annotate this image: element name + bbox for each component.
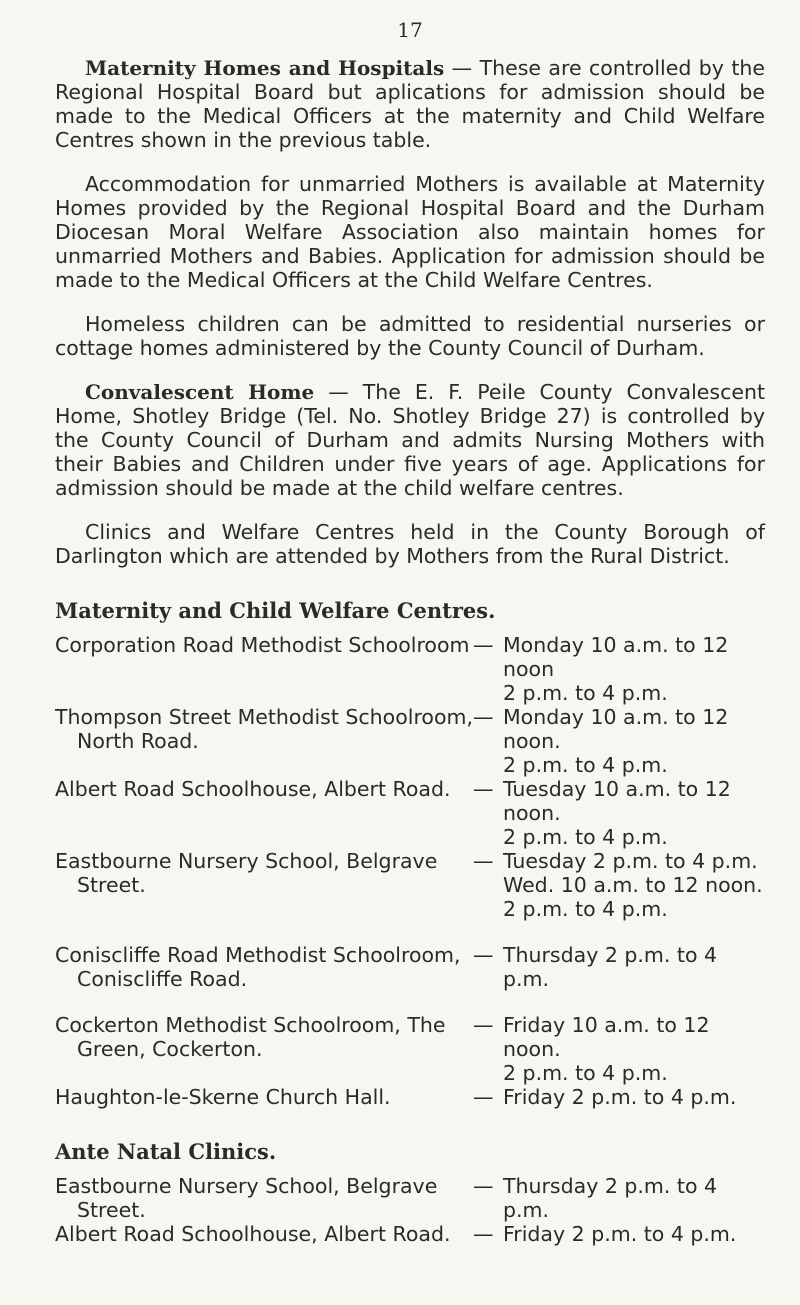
entry-time-line: Friday 2 p.m. to 4 p.m. (503, 1222, 737, 1246)
entry-times (503, 1174, 765, 1222)
entry-location: Corporation Road Methodist Schoolroom (55, 633, 470, 657)
schedule-entry (55, 1222, 765, 1246)
entry-dash: — (473, 849, 494, 873)
paragraph-convalescent-home (55, 380, 765, 500)
entry-dash: — (473, 943, 494, 967)
entry-time-line: Wed. 10 a.m. to 12 noon. (503, 873, 763, 897)
convalescent-home-text: — The E. F. Peile County Convalescent Home, Shotley Bridge (Tel. No. Shotley Bridge 27) is controlled by the County Council of Durham and admits Nursing Mothers with their Babies and Children under five years of age. Applications for admission should be made at the child welfare centres. (55, 380, 765, 500)
entry-time-line: 2 p.m. to 4 p.m. (503, 681, 668, 705)
entry-spacer (55, 991, 765, 1013)
entry-location: Thompson Street Methodist Schoolroom, North Road. (55, 705, 473, 753)
entry-times (503, 1085, 765, 1109)
section-heading-welfare-centres: Maternity and Child Welfare Centres. (55, 598, 496, 623)
entry-time-line: Thursday 2 p.m. to 4 p.m. (503, 1174, 718, 1222)
schedule-entry (55, 943, 765, 991)
entry-time-line: Friday 10 a.m. to 12 noon. (503, 1013, 710, 1061)
entry-time-line: Thursday 2 p.m. to 4 p.m. (503, 943, 718, 991)
entry-dash: — (473, 633, 494, 657)
paragraph-homeless-children: Homeless children can be admitted to residential nurseries or cottage homes administered by the County Council of Durham. (55, 312, 765, 360)
schedule-entry (55, 777, 765, 849)
schedule-entry (55, 1085, 765, 1109)
entry-location: Eastbourne Nursery School, Belgrave Street. (55, 849, 438, 897)
schedule-entry (55, 1174, 765, 1222)
page-number: 17 (397, 18, 423, 42)
entry-time-line: Monday 10 a.m. to 12 noon. (503, 705, 729, 753)
entry-time-line: Friday 2 p.m. to 4 p.m. (503, 1085, 737, 1109)
entry-times (503, 705, 765, 777)
entry-time-line: Tuesday 2 p.m. to 4 p.m. (503, 849, 758, 873)
entry-spacer (55, 921, 765, 943)
entry-location: Eastbourne Nursery School, Belgrave Street. (55, 1174, 438, 1222)
ante-natal-list (55, 1174, 765, 1246)
entry-dash: — (473, 1222, 494, 1246)
entry-location: Cockerton Methodist Schoolroom, The Green, Cockerton. (55, 1013, 446, 1061)
entry-dash: — (473, 1174, 494, 1198)
convalescent-home-heading: Convalescent Home (85, 380, 315, 404)
entry-time-line: Tuesday 10 a.m. to 12 noon. (503, 777, 731, 825)
paragraph-clinics-intro: Clinics and Welfare Centres held in the County Borough of Darlington which are attended by Mothers from the Rural District. (55, 520, 765, 568)
entry-dash: — (473, 1013, 494, 1037)
entry-times (503, 849, 765, 921)
paragraph-unmarried-mothers: Accommodation for unmarried Mothers is available at Maternity Homes provided by the Regional Hospital Board and the Durham Diocesan Moral Welfare Association also maintain homes for unmarried Mothers and Babies. Application for admission should be made to the Medical Officers at the Child Welfare Centres. (55, 172, 765, 292)
maternity-homes-heading: Maternity Homes and Hospitals (85, 56, 445, 80)
schedule-entry (55, 849, 765, 921)
entry-location: Haughton-le-Skerne Church Hall. (55, 1085, 391, 1109)
entry-location: Coniscliffe Road Methodist Schoolroom, Coniscliffe Road. (55, 943, 461, 991)
entry-location: Albert Road Schoolhouse, Albert Road. (55, 777, 451, 801)
document-page (55, 18, 765, 1246)
welfare-centres-list (55, 633, 765, 1109)
maternity-homes-text: — These are controlled by the Regional Hospital Board but aplications for admission should be made to the Medical Officers at the maternity and Child Welfare Centres shown in the previous table. (55, 56, 766, 152)
section-heading-ante-natal: Ante Natal Clinics. (55, 1139, 277, 1164)
entry-times (503, 777, 765, 849)
entry-dash: — (473, 1085, 494, 1109)
schedule-entry (55, 633, 765, 705)
entry-time-line: 2 p.m. to 4 p.m. (503, 897, 668, 921)
entry-time-line: Monday 10 a.m. to 12 noon (503, 633, 729, 681)
entry-location: Albert Road Schoolhouse, Albert Road. (55, 1222, 451, 1246)
entry-times (503, 943, 765, 991)
entry-times (503, 1013, 765, 1085)
entry-time-line: 2 p.m. to 4 p.m. (503, 753, 668, 777)
entry-dash: — (473, 705, 494, 729)
entry-times (503, 1222, 765, 1246)
entry-dash: — (473, 777, 494, 801)
entry-times (503, 633, 765, 705)
entry-time-line: 2 p.m. to 4 p.m. (503, 825, 668, 849)
paragraph-maternity-homes (55, 56, 765, 152)
entry-time-line: 2 p.m. to 4 p.m. (503, 1061, 668, 1085)
schedule-entry (55, 705, 765, 777)
schedule-entry (55, 1013, 765, 1085)
